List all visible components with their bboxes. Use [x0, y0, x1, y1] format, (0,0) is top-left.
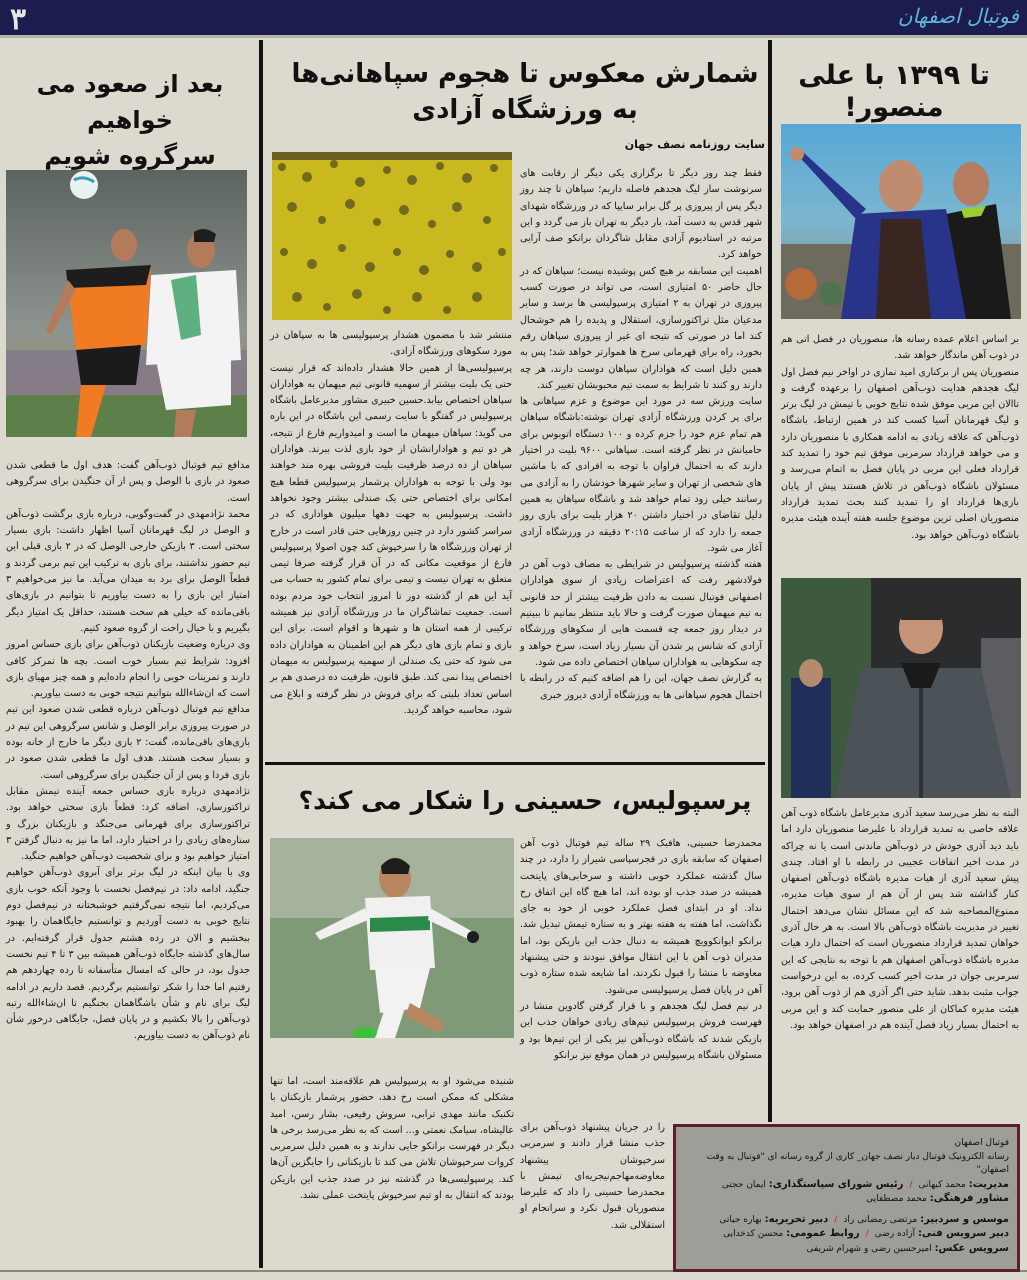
sepahan-fans-photo — [272, 152, 512, 320]
paragraph: وی با بیان اینکه در لیگ برتر برای آبروی ذوب‌آهن خواهیم جنگید، ادامه داد: در نیم‌فصل نخست با وجود آنکه خوب بازی می‌کردیم، اما نتیجه نمی‌گرفتیم خوشبختانه در نیم‌فصل دوم نتایج خوبی به دست آوردیم و توانستیم جایگاهمان را بهبود ببخشیم و الان در رده هشتم جدول قرار گرفته‌ایم. در سال‌های گذشته جایگاه ذوب‌آهن همیشه بین ۳ تا ۴ تیم نخست جدول بود، در حالی که امسال متأسفانه تا رده چهاردهم هم رفتیم اما خدا را شکر توانستیم برگردیم. قصد داریم در ادامه لیگ برای نام و شأن باشگاهمان بجنگیم تا ان‌شاءالله رتبه ذوب‌آهن را بالا بکشیم و در پایان فصل، جایگاهی درخور شأن نام ذوب‌آهن به دست بیاوریم. — [6, 867, 250, 1042]
sepahan-body-right — [520, 166, 762, 704]
hosseini-body-right-end — [520, 1120, 665, 1234]
credits-box — [673, 1124, 1020, 1272]
paragraph: وی درباره وضعیت بازیکنان ذوب‌آهن برای بازی حساس امروز افزود: شرایط تیم بسیار خوب است. بچه ها تمرکز کافی دارند و تمرینات خوبی را انجام داده‌ایم و همه چیز مهیای بازی است که ان‌شاءالله بتوانیم نتیجه خوبی به دست بیاوریم. — [6, 639, 250, 700]
column-divider — [259, 40, 263, 1268]
headline-line: بعد از صعود می خواهیم — [36, 70, 224, 134]
slash-separator: / — [909, 1179, 913, 1190]
credits-photo-row — [684, 1242, 1009, 1257]
slash-separator: / — [834, 1214, 838, 1225]
paragraph: مدافع تیم فوتبال ذوب‌آهن گفت: هدف اول ما قطعی شدن صعود در بازی با الوصل و پس از آن جنگیدن برای سرگروهی است. — [6, 460, 250, 504]
sepahan-body-left — [270, 328, 512, 719]
paragraph: مدافع تیم فوتبال ذوب‌آهن درباره قطعی شدن صعود این تیم در صورت پیروزی برابر الوصل و شانس سرگروهی این تیم در بازی‌های باقی‌مانده، گفت: ۲ بازی دیگر ما خارج از خانه بوده و بسیار سخت هستند. هدف اول ما قطعی شدن صعود در بازی فردا و پس از آن جنگیدن برای سرگروهی است. — [6, 704, 250, 781]
credits-tech-row — [684, 1227, 1009, 1242]
headline-line: به ورزشگاه آزادی — [412, 95, 638, 125]
credits-label: دبیر تحریریه: — [764, 1213, 829, 1225]
hosseini-body-left — [270, 1074, 514, 1204]
credits-value: محسن کدخدایی — [723, 1229, 784, 1239]
credits-label: دبیر سرویس فنی: — [917, 1228, 1009, 1239]
mansour-photo — [781, 124, 1021, 319]
credits-label: موسس و سردبیر: — [920, 1213, 1009, 1225]
promotion-headline — [4, 66, 256, 174]
paragraph: پرسپولیسی‌ها از همین حالا هشدار داده‌اند که قرار نیست حتی یک بلیت بیشتر از سهمیه قانونی تیم میهمان به هواداران سپاهان اختصاص بیابد.حسین خبیری مشاور مدیرعامل باشگاه پرسپولیس در گفتگو با سایت رسمی این باشگاه در این باره می گوید: سپاهان میهمان ما است و امیدواریم فارغ از نتیجه، هر دو تیم و هوادارانشان از خود بازی لذت ببرند. هواداران سپاهان از ده درصد ظرفیت بلیت فروشی بهره مند خواهند بود ولی با توجه به هواداران پرشمار پرسپولیس قطعا هیچ امکانی برای اختصاص حتی یک صندلی بیشتر وجود نخواهد داشت. پرسپولیس به جهت دهها میلیون هواداری که در سراسر کشور دارد در چنین روزهایی حتی قادر است در خارج از تهران ورزشگاه ها را سرخپوش کند چون اصولا پرسپولیس فارغ از موقعیت مکانی که در آن قرار گرفته صرفا تیمی متعلق به تهران نیست و تیمی برای تمام کشور به حساب می آید این هم از گذشته دور تا امروز انتخاب خود مردم بوده است. جمعیت تماشاگران ما در ورزشگاه آزادی نیز همیشه ترکیبی از همه استان ها و شهرها و اقوام است. برای این بازی و تمام بازی های دیگر هم این اطمینان به هواداران داده می شود که حتی یک صندلی از سهمیه پرسپولیس به میهمان اختصاص پیدا نمی کند. طبق قانون، ظرفیت ده درصدی هم بر اساس تعداد بلیتی که برای فروش در نظر گرفته و ابلاغ می شود، محاسبه خواهد گردید. — [270, 362, 512, 716]
credits-label: رئیس شورای سیاستگذاری: — [768, 1178, 904, 1190]
section-divider — [265, 762, 765, 765]
mansour-headline: تا ۱۳۹۹ با علی منصور! — [798, 60, 990, 124]
credits-label: سرویس عکس: — [934, 1242, 1009, 1254]
credits-value: محمد کیهانی — [918, 1179, 966, 1190]
paragraph: منصوریان پس از برکناری امید نمازی در اواخر نیم فصل اول لیگ هجدهم هدایت ذوب‌آهن اصفهان را برعهده گرفت و تاالان این مربی موفق شده نتایج خوبی با تیمش در لیگ برتر و لیگ قهرمانان آسیا کسب کند در همین ارتباط، باشگاه ذوب‌آهن که علاقه زیادی به ادامه همکاری با منصوریان دارد و می خواهد قرارداد سرمربی موفق تیم خود را تمدید کند قرارداد فعلی این مربی در پایان فصل به اتمام می‌رسد و مسئولان باشگاه ذوب‌آهن در تلاش هستند پیش از پایان بازی‌ها قرارداد او را تمدید کنند بحث تمدید قرارداد منصوریان اصلی ترین موضوع جلسه هفته آینده هیئت مدیره باشگاه ذوب‌آهن خواهد بود. — [781, 366, 1019, 541]
promotion-body — [6, 458, 250, 1045]
credits-value: مرتضی رمضانی راد — [843, 1214, 918, 1225]
sepahan-byline: سایت روزنامه نصف جهان — [624, 138, 765, 151]
credits-value: بهاره حیاتی — [719, 1214, 762, 1225]
paragraph: نژادمهدی درباره بازی حساس جمعه آینده تیمش مقابل تراکتورسازی، اضافه کرد: قطعاً بازی سختی خواهد بود. تراکتورسازی برای قهرمانی می‌جنگد و بازیکنان بزرگ و ستاره‌های زیادی را در اختیار دارد، اما ما نیز به دنبال گرفتن ۳ امتیاز خواهیم بود و برای شخصیت ذوب‌آهن خواهیم جنگید. — [6, 785, 250, 863]
credits-label: روابط عمومی: — [786, 1228, 860, 1239]
credits-culture-row — [684, 1192, 1009, 1207]
promotion-photo — [6, 170, 247, 437]
headline-line: شمارش معکوس تا هجوم سپاهانی‌ها — [291, 59, 759, 89]
hosseini-headline: پرسپولیس، حسینی را شکار می کند؟ — [298, 786, 752, 815]
paragraph: محمد نژادمهدی در گفت‌وگویی، درباره بازی برگشت ذوب‌آهن و الوصل در لیگ قهرمانان آسیا اظهار داشت: بازی بسیار سختی است. ۳ بازیکن خارجی الوصل که در ۲ بازی قبلی این تیم حضور نداشتند، برای بازی به ترکیب این تیم برمی گردند و قطعاً الوصل برای برد به میدان می‌آید. ما نیز می‌خواهیم ۳ امتیاز این بازی را به دست بیاوریم تا بتوانیم در بازی‌های باقی‌مانده که خیلی هم سخت هستند، حداقل یک امتیاز دیگر بگیریم و با خیال راحت از گروه صعود کنیم. — [6, 508, 251, 634]
credits-management-row — [684, 1178, 1009, 1193]
paragraph: سایت ورزش سه در مورد این موضوع و عزم سپاهانی ها برای پر کردن ورزشگاه آزادی تهران نوشته:باشگاه سپاهان هم تمام عزم خود را جزم کرده و ۱۰۰ دستگاه اتوبوس برای حامیانش در نظر گرفته است. سپاهانی ۹۶۰۰ بلیت در اختیار دارند که به احتمال فراوان با توجه به افرادی که با ماشین های شخصی از تهران و سایر شهرها خودشان را به آزادی می رسانند خیلی زود تمام خواهد شد و باشگاه سپاهان به همین دلیل تقاضای در اختیار داشتن ۲۰ هزار بلیت برای بازی روز جمعه را دارد که از ساعت ۲۰:۱۵ دقیقه در ورزشگاه آزادی آغاز می شود. — [520, 396, 762, 554]
credits-value: امیرحسین رضی و شهرام شریفی — [806, 1243, 932, 1254]
credits-title: فوتبال اصفهان — [954, 1138, 1009, 1148]
header-bar — [0, 0, 1027, 38]
credits-founder-row — [684, 1213, 1009, 1228]
credits-value: ایمان حجتی — [721, 1179, 766, 1190]
credits-value: آزاده رضی — [874, 1229, 916, 1239]
publication-logo: فوتبال اصفهان — [897, 4, 1019, 28]
paragraph: محمدرضا حسینی، هافبک ۲۹ ساله تیم فوتبال ذوب آهن اصفهان که سابقه بازی در فجرسپاسی شیراز را دارد، در چند سال گذشته عملکرد خوبی داشته و سرخابی‌های پایتخت همیشه در صدد جذب او بوده اند، اما هیچ گاه این اتفاق رخ نداد. او در ابتدای فصل عملکرد خوبی از خود به جای نگذاشت، اما هفته به هفته بهتر و به ستاره تیمش تبدیل شد. برانکو ایوانکوویچ همیشه به دنبال جذب این بازیکن بود، اما مدیران ذوب آهن با این انتقال موافق نبودند و حتی پیشنهاد معاوضه با منشا را قبول نکردند، اما شایعه شده ستاره ذوب آهن در پایان فصل پرسپولیسی می‌شود. — [520, 838, 763, 996]
page-number: ۳ — [10, 2, 27, 37]
mansour-body-2 — [781, 806, 1019, 1034]
paragraph: فقط چند روز دیگر تا برگزاری یکی دیگر از رقابت های سرنوشت ساز لیگ هجدهم فاصله داریم؛ سپاهان تا چند روز دیگر پس از پیروزی پر گل برابر سایپا که در ورزشگاه شهدای شهر قدس به دست آمد، بار دیگر به تهران باز می گردد و این مرتبه در استادیوم آزادی مقابل شاگردان برانکو صف آرایی خواهد کرد. — [520, 168, 762, 261]
paragraph: در نیم فصل لیگ هجدهم و با قرار گرفتن گادوین منشا در فهرست فروش پرسپولیس تیم‌های زیادی خواهان جذب این بازیکن شدند که باشگاه ذوب‌آهن نیز یکی از این تیم‌ها بود و مسئولان باشگاه پرسپولیس در همان موقع نیز برانکو — [520, 1000, 762, 1061]
credits-label: مدیریت: — [968, 1178, 1009, 1190]
slash-separator: / — [865, 1229, 869, 1239]
credits-value: محمد مصطفایی — [866, 1194, 927, 1204]
hosseini-photo — [270, 838, 514, 1038]
paragraph: هفته گذشته پرسپولیس در شرایطی به مصاف ذوب آهن در فولادشهر رفت که اعتراضات زیادی از سوی هواداران اصفهانی فوتبال نسبت به دادن ظرفیت بیشتر از حد قانونی به تیم میهمان صورت گرفت و حالا باید منتظر بمانیم تا ببینیم در دیدار روز جمعه چه قسمت هایی از سکوهای ورزشگاه آزادی که شانس پر شدن آن بسیار زیاد است، سرخ خواهد و چه سکوهایی به هواداران سپاهان اختصاص داده می شود. — [520, 559, 762, 668]
paragraph: شنیده می‌شود او به پرسپولیس هم علاقه‌مند است، اما تنها مشکلی که ممکن است رخ دهد، حضور پرشمار بازیکنان با تکنیک مانند مهدی ترابی، سروش رفیعی، بشار رسن، امید عالیشاه، سیامک نعمتی و... است که به نظر می‌رسد برخی ها دیگر در فهرست برانکو جایی ندارند و به همین دلیل سرمربی کروات سرخپوشان تلاش می کند تا بازیکنانی را جایگزین آن‌ها کند. پرسپولیسی‌ها در گذشته نیز در صدد جذب این بازیکن بودند که انتقال به او تیم سرخپوش پایتخت عملی نشد. — [270, 1076, 514, 1202]
column-divider — [768, 40, 772, 1122]
mansour-body-1 — [781, 332, 1019, 544]
mansour-photo-2 — [781, 578, 1021, 798]
paragraph: منتشر شد با مضمون هشدار پرسپولیسی ها به سپاهان در مورد سکوهای ورزشگاه آزادی. — [270, 330, 512, 358]
paragraph: البته به نظر می‌رسد سعید آذری مدیرعامل باشگاه ذوب آهن علاقه خاصی به تمدید قرارداد با علیرضا منصوریان دارد اما باید دید آذری خودش در ذوب‌آهن ماندنی است یا نه چراکه در مدت اخیر اتفاقات عجیبی در رابطه با او افتاد. چندی پیش سعید آذری از هیات مدیره باشگاه ذوب‌آهن اصفهان کنار گذاشته شد پس از آن هم از سوی هیات مدیره، ممنوع‌المصاحبه شد که این مسائل نشان می‌دهد احتمال تغییر در مدیریت باشگاه ذوب‌آهن بالا است. به هر حال آذری خواهان تمدید قرارداد منصوریان است که احتمال دارد هیات مدیره باشگاه ذوب‌آهن اصفهان هم با توجه به نتایجی که این سرمربی جوان در مدت اخیر کسب کرده، به این درخواست جواب مثبت بدهد. شاید حتی اگر آذری هم از ذوب آهن برود، هیئت مدیره کماکان از علی منصور حمایت کند و این مربی به احتمال بسیار زیاد فصل آینده هم در اصفهان خواهد بود. — [781, 808, 1019, 1031]
hosseini-body-right — [520, 836, 762, 1064]
credits-subtitle: رسانه الکترونیک فوتبال دیار نصف جهان_ کاری از گروه رسانه ای "فوتبال به وقت اصفهان" — [706, 1151, 1009, 1175]
credits-label: مشاور فرهنگی: — [929, 1193, 1009, 1204]
sepahan-headline — [290, 56, 760, 128]
paragraph: را در جریان پیشنهاد ذوب‌آهن برای جذب منشا قرار دادند و سرمربی سرخپوشان پیشنهاد معاوضه‌مهاجم‌نیجریه‌ای تیمش با محمدرضا حسینی را داد که علیرضا منصوریان قبول نکرد و سرانجام او استقلالی شد. — [520, 1122, 665, 1231]
paragraph: به گزارش نصف جهان، این را هم اضافه کنیم که در رابطه با احتمال هجوم سپاهانی ها به ورزشگاه آزادی دیروز خبری — [520, 673, 762, 701]
headline-line: سرگروه شویم — [44, 142, 216, 170]
paragraph: اهمیت این مسابقه بر هیچ کس پوشیده نیست؛ سپاهان که در حال حاضر ۵۰ امتیازی است، می تواند در صورت کسب پیروزی در تهران به ۲ امتیازی پرسپولیسی ها برسد و سایر مدعیان مثل تراکتورسازی، استقلال و پدیده را هم خوشحال کند اما در صورتی که نتیجه ای غیر از پیروزی سپاهان رقم بخورد، راه برای قهرمانی سرخ ها هموارتر خواهد شد؛ پس به همین دلیل است که هواداران سپاهان دوست دارند، هر چه دارند رو کنند تا شرایط به سمت تیم محبوبشان تغییر کند. — [520, 265, 762, 391]
paragraph: بر اساس اعلام عمده رسانه ها، منصوریان در فصل اتی هم در ذوب آهن ماندگار خواهد شد. — [781, 334, 1019, 362]
